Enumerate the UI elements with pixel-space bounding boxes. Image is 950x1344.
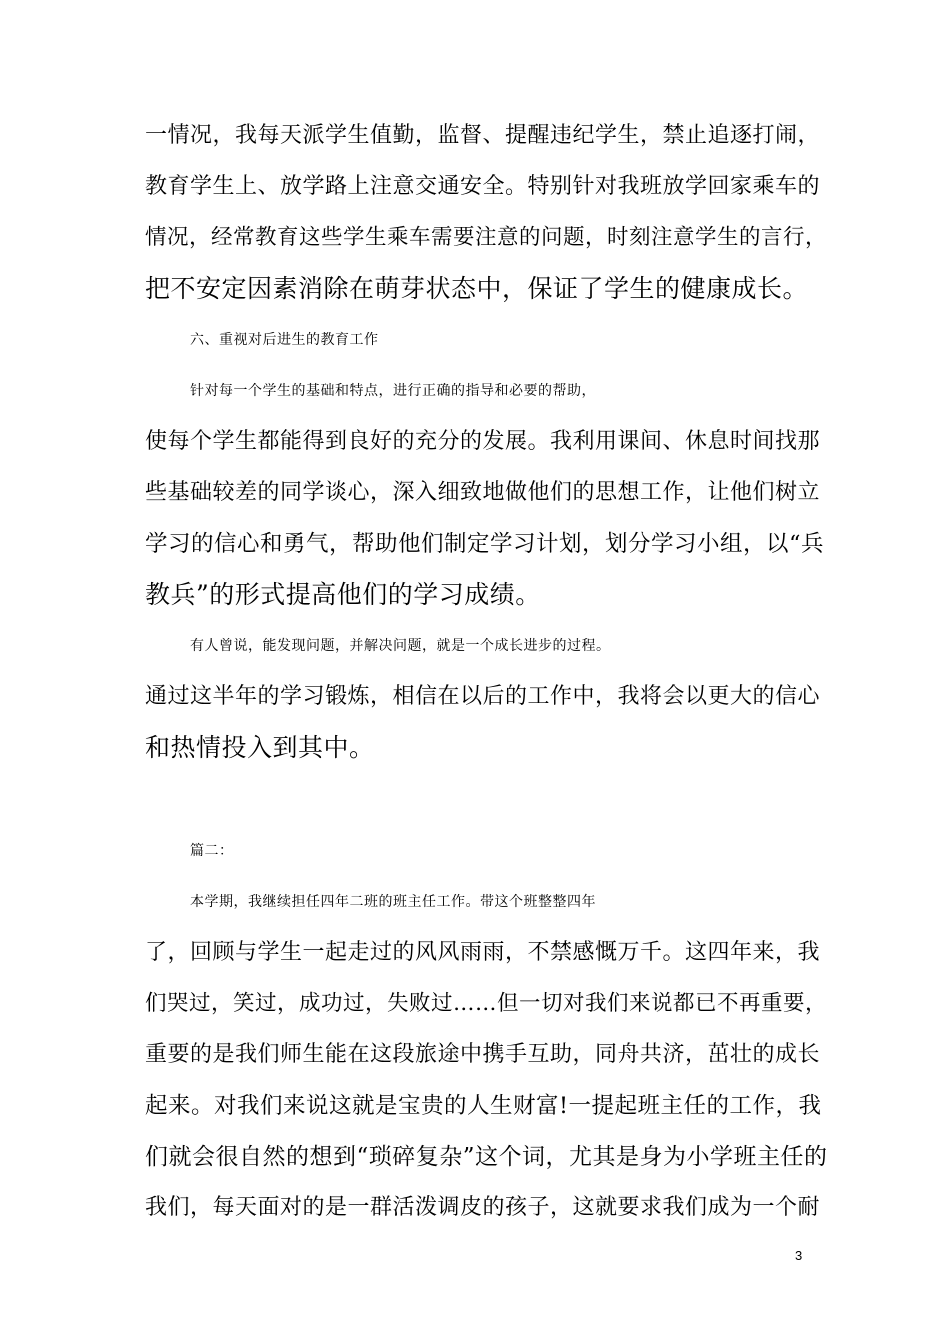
text-line: 教育学生上、放学路上注意交通安全。特别针对我班放学回家乘车的 [145,174,821,199]
section-heading: 六、重视对后进生的教育工作 [190,332,379,348]
text-line: 学习的信心和勇气，帮助他们制定学习计划，划分学习小组，以“兵 [145,531,825,557]
text-line: 教兵”的形式提高他们的学习成绩。 [145,580,541,609]
text-line: 一情况，我每天派学生值勤，监督、提醒违纪学生，禁止追逐打闹， [145,123,821,148]
text-line: 使每个学生都能得到良好的充分的发展。我利用课间、休息时间找那 [145,429,821,454]
text-line: 们哭过，笑过，成功过，失败过……但一切对我们来说都已不再重要， [145,991,828,1016]
text-line: 有人曾说，能发现问题，并解决问题，就是一个成长进步的过程。 [190,638,611,654]
text-line: 起来。对我们来说这就是宝贵的人生财富!一提起班主任的工作，我 [145,1093,822,1119]
text-line: 了，回顾与学生一起走过的风风雨雨，不禁感慨万千。这四年来，我 [145,940,821,965]
text-line: 情况，经常教育这些学生乘车需要注意的问题，时刻注意学生的言行， [145,225,828,250]
text-line: 通过这半年的学习锻炼，相信在以后的工作中，我将会以更大的信心 [145,684,821,709]
text-line: 本学期，我继续担任四年二班的班主任工作。带这个班整整四年 [190,894,596,910]
text-line: 我们，每天面对的是一群活泼调皮的孩子，这就要求我们成为一个耐 [145,1195,821,1220]
text-line: 和热情投入到其中。 [145,733,375,762]
section-heading: 篇二： [190,843,234,859]
text-line: 们就会很自然的想到“琐碎复杂”这个词，尤其是身为小学班主任的 [145,1144,828,1170]
text-line: 针对每一个学生的基础和特点，进行正确的指导和必要的帮助， [190,383,596,399]
text-line: 重要的是我们师生能在这段旅途中携手互助，同舟共济，茁壮的成长 [145,1042,821,1067]
text-line: 把不安定因素消除在萌芽状态中，保证了学生的健康成长。 [145,274,809,303]
text-line: 些基础较差的同学谈心，深入细致地做他们的思想工作，让他们树立 [145,480,821,505]
page-number: 3 [795,1248,803,1263]
